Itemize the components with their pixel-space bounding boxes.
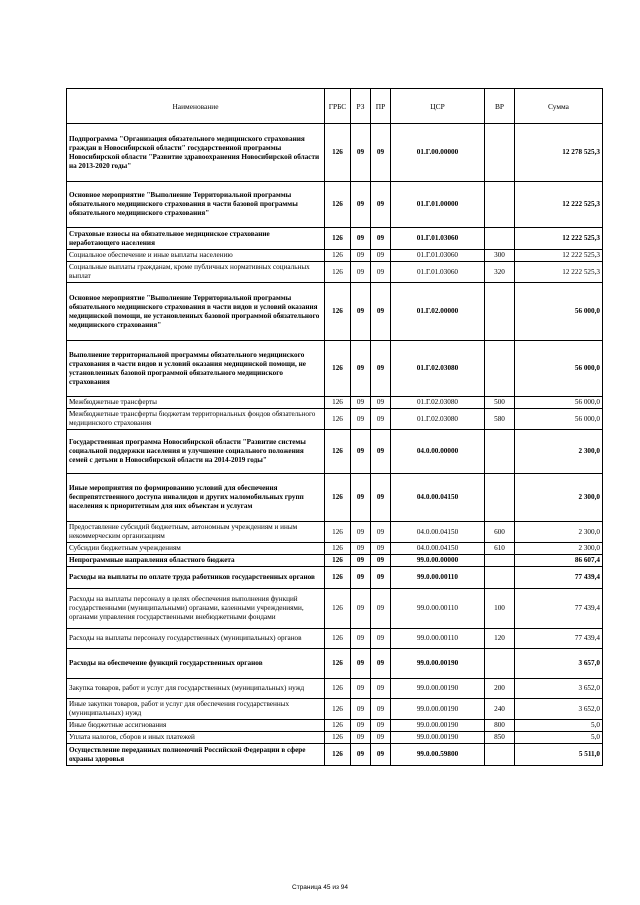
cell-sum: 2 300,0: [515, 543, 603, 555]
budget-table: [66, 88, 603, 766]
cell-name: Иные бюджетные ассигнования: [67, 720, 325, 732]
cell-sum: 5 511,0: [515, 744, 603, 766]
cell-csr: 99.0.00.00000: [391, 555, 485, 567]
header-vr: ВР: [485, 89, 515, 124]
cell-rz: 09: [351, 182, 371, 228]
cell-grbs: 126: [325, 629, 351, 649]
cell-grbs: 126: [325, 124, 351, 182]
cell-csr: 99.0.00.00110: [391, 589, 485, 629]
cell-grbs: 126: [325, 474, 351, 522]
cell-rz: 09: [351, 397, 371, 409]
cell-sum: 5,0: [515, 720, 603, 732]
header-rz: РЗ: [351, 89, 371, 124]
cell-grbs: 126: [325, 732, 351, 744]
cell-sum: 3 657,0: [515, 649, 603, 679]
cell-grbs: 126: [325, 409, 351, 430]
cell-vr: 120: [485, 629, 515, 649]
cell-pr: 09: [371, 430, 391, 474]
cell-rz: 09: [351, 228, 371, 250]
cell-csr: 01.Г.02.03080: [391, 397, 485, 409]
table-row: [67, 567, 603, 589]
table-row: [67, 732, 603, 744]
cell-pr: 09: [371, 474, 391, 522]
table-row: [67, 283, 603, 341]
cell-pr: 09: [371, 250, 391, 262]
cell-vr: 200: [485, 679, 515, 699]
cell-vr: [485, 430, 515, 474]
cell-csr: 99.0.00.00190: [391, 649, 485, 679]
table-row: [67, 341, 603, 397]
cell-sum: 56 000,0: [515, 397, 603, 409]
table-row: [67, 629, 603, 649]
cell-sum: 12 222 525,3: [515, 182, 603, 228]
cell-csr: 04.0.00.04150: [391, 474, 485, 522]
header-sum: Сумма: [515, 89, 603, 124]
cell-csr: 01.Г.02.03080: [391, 341, 485, 397]
cell-name: Непрограммные направления областного бюджета: [67, 555, 325, 567]
cell-vr: [485, 474, 515, 522]
cell-name: Расходы на выплаты персоналу государственных (муниципальных) органов: [67, 629, 325, 649]
cell-name: Расходы на выплаты по оплате труда работников государственных органов: [67, 567, 325, 589]
cell-vr: [485, 124, 515, 182]
cell-csr: 01.Г.01.03060: [391, 262, 485, 283]
cell-csr: 99.0.00.00110: [391, 629, 485, 649]
cell-grbs: 126: [325, 567, 351, 589]
cell-csr: 04.0.00.04150: [391, 543, 485, 555]
cell-rz: 09: [351, 341, 371, 397]
cell-pr: 09: [371, 397, 391, 409]
cell-grbs: 126: [325, 262, 351, 283]
cell-pr: 09: [371, 679, 391, 699]
cell-csr: 99.0.00.00190: [391, 732, 485, 744]
header-name: Наименование: [67, 89, 325, 124]
cell-grbs: 126: [325, 250, 351, 262]
budget-table-sheet: [66, 88, 602, 766]
cell-grbs: 126: [325, 699, 351, 720]
cell-sum: 77 439,4: [515, 567, 603, 589]
cell-rz: 09: [351, 124, 371, 182]
cell-sum: 12 278 525,3: [515, 124, 603, 182]
table-row: [67, 430, 603, 474]
cell-vr: [485, 649, 515, 679]
table-row: [67, 262, 603, 283]
cell-name: Закупка товаров, работ и услуг для государственных (муниципальных) нужд: [67, 679, 325, 699]
cell-csr: 99.0.00.00190: [391, 720, 485, 732]
table-body: [67, 124, 603, 766]
cell-pr: 09: [371, 543, 391, 555]
cell-csr: 99.0.00.59800: [391, 744, 485, 766]
cell-name: Страховые взносы на обязательное медицинское страхование неработающего населения: [67, 228, 325, 250]
cell-vr: [485, 341, 515, 397]
cell-pr: 09: [371, 262, 391, 283]
cell-vr: 610: [485, 543, 515, 555]
cell-name: Межбюджетные трансферты: [67, 397, 325, 409]
cell-name: Социальные выплаты гражданам, кроме публичных нормативных социальных выплат: [67, 262, 325, 283]
cell-name: Субсидии бюджетным учреждениям: [67, 543, 325, 555]
cell-rz: 09: [351, 589, 371, 629]
cell-pr: 09: [371, 228, 391, 250]
table-row: [67, 679, 603, 699]
cell-vr: 320: [485, 262, 515, 283]
cell-vr: [485, 182, 515, 228]
cell-rz: 09: [351, 409, 371, 430]
cell-sum: 3 652,0: [515, 699, 603, 720]
cell-vr: 300: [485, 250, 515, 262]
page-number: Страница 45 из 94: [292, 884, 348, 891]
cell-name: Предоставление субсидий бюджетным, автономным учреждениям и иным некоммерческим организациям: [67, 522, 325, 543]
table-row: [67, 409, 603, 430]
cell-csr: 04.0.00.00000: [391, 430, 485, 474]
cell-name: Основное мероприятие "Выполнение Территориальной программы обязательного медицинского страхования в части видов и условий оказания медицинской помощи, не установленных базовой программой обязательного медицинского страхования": [67, 283, 325, 341]
cell-csr: 01.Г.02.00000: [391, 283, 485, 341]
cell-rz: 09: [351, 250, 371, 262]
cell-pr: 09: [371, 732, 391, 744]
cell-rz: 09: [351, 699, 371, 720]
cell-csr: 01.Г.00.00000: [391, 124, 485, 182]
cell-csr: 01.Г.01.03060: [391, 250, 485, 262]
table-row: [67, 555, 603, 567]
cell-rz: 09: [351, 567, 371, 589]
cell-pr: 09: [371, 629, 391, 649]
cell-rz: 09: [351, 555, 371, 567]
table-row: [67, 397, 603, 409]
table-row: [67, 589, 603, 629]
cell-grbs: 126: [325, 543, 351, 555]
cell-vr: 800: [485, 720, 515, 732]
header-pr: ПР: [371, 89, 391, 124]
cell-rz: 09: [351, 474, 371, 522]
cell-grbs: 126: [325, 589, 351, 629]
table-row: [67, 474, 603, 522]
cell-vr: 600: [485, 522, 515, 543]
cell-pr: 09: [371, 283, 391, 341]
table-row: [67, 228, 603, 250]
cell-sum: 12 222 525,3: [515, 250, 603, 262]
cell-grbs: 126: [325, 679, 351, 699]
cell-pr: 09: [371, 522, 391, 543]
cell-vr: [485, 228, 515, 250]
cell-pr: 09: [371, 555, 391, 567]
cell-name: Иные мероприятия по формированию условий для обеспечения беспрепятственного доступа инвалидов и других маломобильных групп населения к приоритетным для них объектам и услугам: [67, 474, 325, 522]
cell-sum: 12 222 525,3: [515, 228, 603, 250]
table-row: [67, 182, 603, 228]
cell-sum: 56 000,0: [515, 409, 603, 430]
table-row: [67, 649, 603, 679]
cell-name: Основное мероприятие "Выполнение Территориальной программы обязательного медицинского страхования в части базовой программы обязательного медицинского страхования": [67, 182, 325, 228]
cell-grbs: 126: [325, 522, 351, 543]
cell-pr: 09: [371, 699, 391, 720]
cell-vr: 240: [485, 699, 515, 720]
cell-name: Подпрограмма "Организация обязательного медицинского страхования граждан в Новосибирской области" государственной программы Новосибирской области "Развитие здравоохранения Новосибирской области на 2013-2020 годы": [67, 124, 325, 182]
table-row: [67, 124, 603, 182]
cell-vr: [485, 744, 515, 766]
cell-rz: 09: [351, 543, 371, 555]
cell-rz: 09: [351, 430, 371, 474]
cell-grbs: 126: [325, 228, 351, 250]
cell-rz: 09: [351, 744, 371, 766]
table-row: [67, 720, 603, 732]
header-csr: ЦСР: [391, 89, 485, 124]
cell-pr: 09: [371, 744, 391, 766]
cell-grbs: 126: [325, 649, 351, 679]
cell-csr: 01.Г.01.03060: [391, 228, 485, 250]
table-row: [67, 250, 603, 262]
cell-vr: 100: [485, 589, 515, 629]
cell-grbs: 126: [325, 555, 351, 567]
cell-grbs: 126: [325, 182, 351, 228]
cell-vr: 580: [485, 409, 515, 430]
cell-pr: 09: [371, 182, 391, 228]
cell-grbs: 126: [325, 397, 351, 409]
cell-name: Межбюджетные трансферты бюджетам территориальных фондов обязательного медицинского страхования: [67, 409, 325, 430]
cell-sum: 86 607,4: [515, 555, 603, 567]
cell-pr: 09: [371, 649, 391, 679]
cell-sum: 56 000,0: [515, 341, 603, 397]
cell-name: Расходы на выплаты персоналу в целях обеспечения выполнения функций государственными (муниципальными) органами, казенными учреждениями, органами управления государственными внебюджетными фондами: [67, 589, 325, 629]
table-header-row: [67, 89, 603, 124]
cell-vr: [485, 283, 515, 341]
table-row: [67, 543, 603, 555]
cell-pr: 09: [371, 341, 391, 397]
cell-pr: 09: [371, 409, 391, 430]
cell-rz: 09: [351, 262, 371, 283]
cell-csr: 99.0.00.00190: [391, 699, 485, 720]
table-row: [67, 699, 603, 720]
cell-sum: 56 000,0: [515, 283, 603, 341]
cell-name: Уплата налогов, сборов и иных платежей: [67, 732, 325, 744]
cell-sum: 2 300,0: [515, 522, 603, 543]
cell-sum: 5,0: [515, 732, 603, 744]
cell-rz: 09: [351, 629, 371, 649]
cell-rz: 09: [351, 522, 371, 543]
cell-sum: 2 300,0: [515, 474, 603, 522]
cell-csr: 01.Г.01.00000: [391, 182, 485, 228]
cell-csr: 99.0.00.00190: [391, 679, 485, 699]
cell-pr: 09: [371, 589, 391, 629]
table-row: [67, 522, 603, 543]
cell-sum: 77 439,4: [515, 629, 603, 649]
cell-grbs: 126: [325, 283, 351, 341]
cell-sum: 2 300,0: [515, 430, 603, 474]
cell-grbs: 126: [325, 744, 351, 766]
cell-rz: 09: [351, 649, 371, 679]
cell-pr: 09: [371, 567, 391, 589]
cell-grbs: 126: [325, 341, 351, 397]
cell-vr: 500: [485, 397, 515, 409]
cell-name: Осуществление переданных полномочий Российской Федерации в сфере охраны здоровья: [67, 744, 325, 766]
cell-sum: 12 222 525,3: [515, 262, 603, 283]
cell-name: Расходы на обеспечение функций государственных органов: [67, 649, 325, 679]
cell-rz: 09: [351, 732, 371, 744]
cell-name: Выполнение территориальной программы обязательного медицинского страхования в части видов и условий оказания медицинской помощи, не установленных базовой программой обязательного медицинского страхования: [67, 341, 325, 397]
cell-sum: 77 439,4: [515, 589, 603, 629]
cell-grbs: 126: [325, 720, 351, 732]
cell-csr: 01.Г.02.03080: [391, 409, 485, 430]
cell-rz: 09: [351, 283, 371, 341]
cell-grbs: 126: [325, 430, 351, 474]
cell-pr: 09: [371, 124, 391, 182]
cell-rz: 09: [351, 679, 371, 699]
cell-vr: [485, 555, 515, 567]
cell-sum: 3 652,0: [515, 679, 603, 699]
cell-name: Государственная программа Новосибирской области "Развитие системы социальной поддержки населения и улучшение социального положения семей с детьми в Новосибирской области на 2014-2019 годы": [67, 430, 325, 474]
cell-pr: 09: [371, 720, 391, 732]
cell-vr: [485, 567, 515, 589]
header-grbs: ГРБС: [325, 89, 351, 124]
cell-rz: 09: [351, 720, 371, 732]
cell-vr: 850: [485, 732, 515, 744]
cell-name: Иные закупки товаров, работ и услуг для обеспечения государственных (муниципальных) нужд: [67, 699, 325, 720]
cell-name: Социальное обеспечение и иные выплаты населению: [67, 250, 325, 262]
cell-csr: 04.0.00.04150: [391, 522, 485, 543]
cell-csr: 99.0.00.00110: [391, 567, 485, 589]
table-row: [67, 744, 603, 766]
